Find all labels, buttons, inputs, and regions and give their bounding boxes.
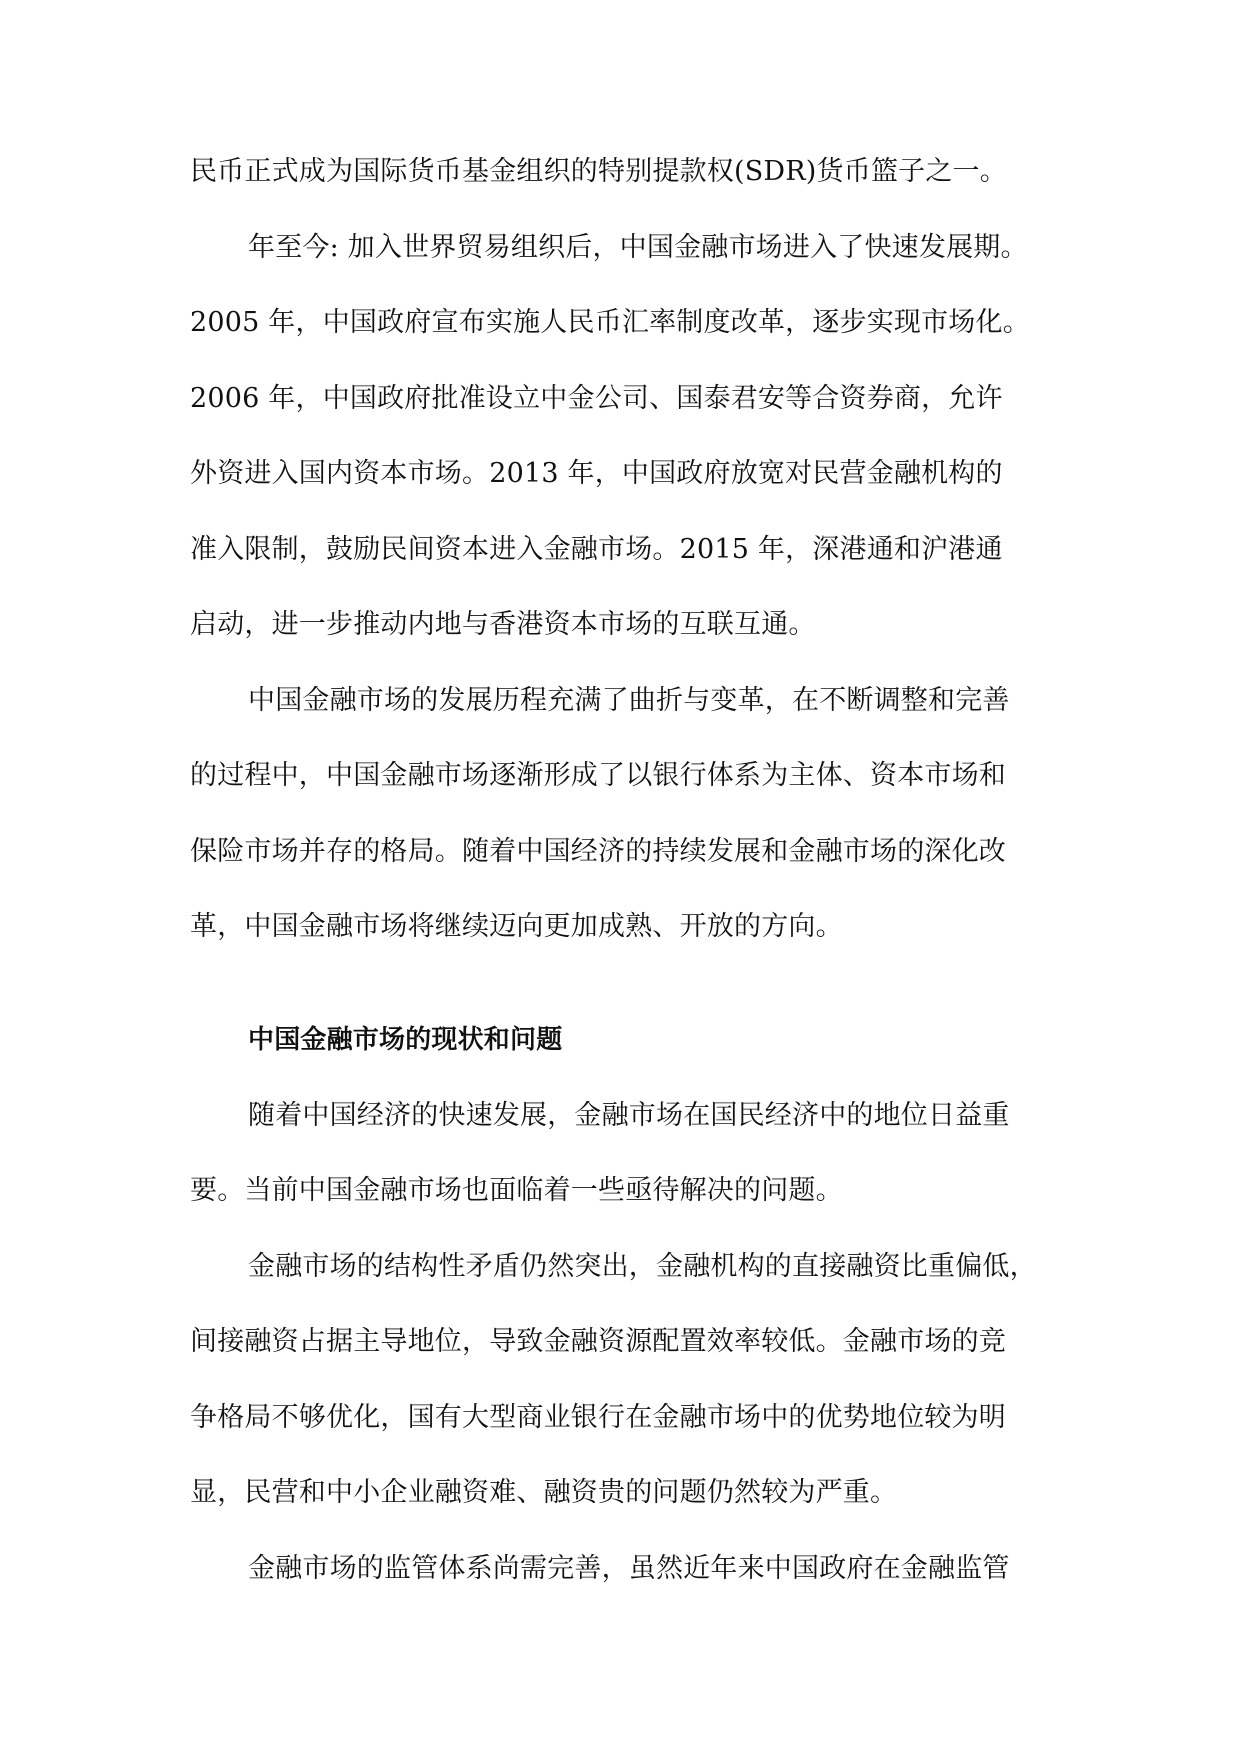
paragraph-first-line: 年至今: 加入世界贸易组织后，中国金融市场进入了快速发展期。 [248, 232, 1028, 263]
text-line: 准入限制，鼓励民间资本进入金融市场。2015 年，深港通和沪港通 [190, 534, 1003, 565]
text-line: 启动，进一步推动内地与香港资本市场的互联互通。 [190, 609, 816, 640]
text-line: 保险市场并存的格局。随着中国经济的持续发展和金融市场的深化改 [190, 836, 1006, 867]
text-line: 革，中国金融市场将继续迈向更加成熟、开放的方向。 [190, 911, 843, 942]
text-line: 2006 年，中国政府批准设立中金公司、国泰君安等合资券商，允许 [190, 383, 1003, 414]
paragraph-first-line: 金融市场的监管体系尚需完善，虽然近年来中国政府在金融监管 [248, 1553, 1010, 1584]
text-line: 要。当前中国金融市场也面临着一些亟待解决的问题。 [190, 1175, 843, 1206]
paragraph-first-line: 中国金融市场的发展历程充满了曲折与变革，在不断调整和完善 [248, 685, 1010, 716]
text-line: 民币正式成为国际货币基金组织的特别提款权(SDR)货币篮子之一。 [190, 156, 1007, 187]
text-line: 外资进入国内资本市场。2013 年，中国政府放宽对民营金融机构的 [190, 458, 1003, 489]
paragraph-first-line: 随着中国经济的快速发展，金融市场在国民经济中的地位日益重 [248, 1100, 1010, 1131]
paragraph-first-line: 金融市场的结构性矛盾仍然突出，金融机构的直接融资比重偏低， [248, 1251, 1037, 1282]
text-line: 间接融资占据主导地位，导致金融资源配置效率较低。金融市场的竞 [190, 1326, 1006, 1357]
text-line: 显，民营和中小企业融资难、融资贵的问题仍然较为严重。 [190, 1477, 898, 1508]
text-line: 争格局不够优化，国有大型商业银行在金融市场中的优势地位较为明 [190, 1402, 1006, 1433]
text-line: 的过程中，中国金融市场逐渐形成了以银行体系为主体、资本市场和 [190, 760, 1006, 791]
section-heading: 中国金融市场的现状和问题 [248, 1025, 563, 1055]
text-line: 2005 年，中国政府宣布实施人民币汇率制度改革，逐步实现市场化。 [190, 307, 1030, 338]
